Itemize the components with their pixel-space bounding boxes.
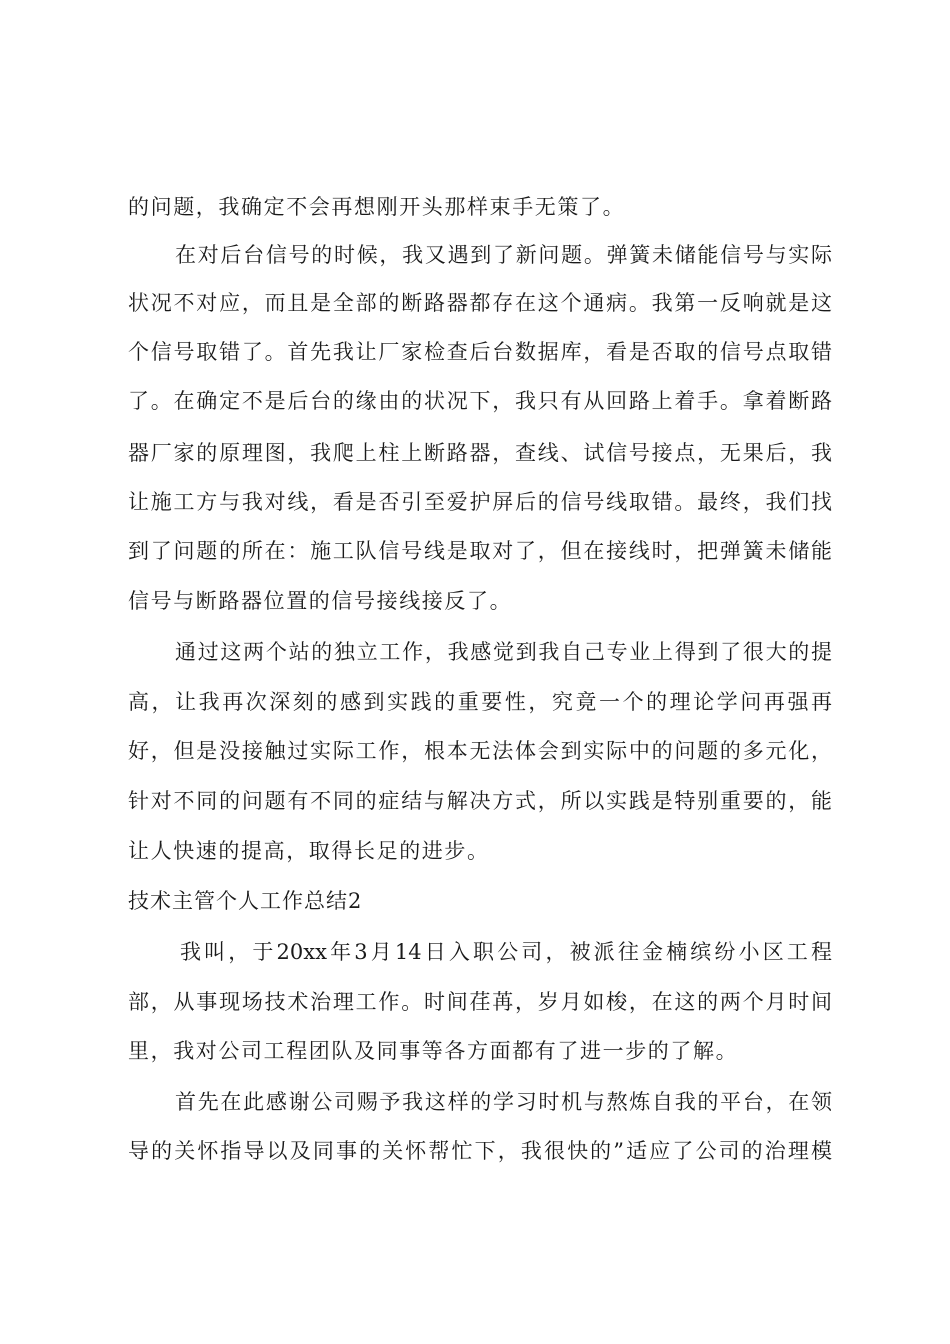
text-line: 针对不同的问题有不同的症结与解决方式，所以实践是特别重要的，能	[128, 789, 832, 813]
text-line: 好，但是没接触过实际工作，根本无法体会到实际中的问题的多元化，	[128, 739, 832, 763]
text-line: 器厂家的原理图，我爬上柱上断路器，查线、试信号接点，无果后，我	[128, 441, 832, 465]
text-line: 部，从事现场技术治理工作。时间荏苒，岁月如梭，在这的两个月时间	[128, 990, 832, 1014]
text-line: 在对后台信号的时候，我又遇到了新问题。弹簧未储能信号与实际	[175, 243, 832, 267]
text-line: 让人快速的提高，取得长足的进步。	[128, 839, 490, 863]
text-line: 信号与断路器位置的信号接线接反了。	[128, 589, 513, 613]
text-line: 的问题，我确定不会再想刚开头那样束手无策了。	[128, 195, 626, 219]
text-line: 导的关怀指导以及同事的关怀帮忙下，我很快的”适应了公司的治理模	[128, 1139, 832, 1163]
text-line: 到了问题的所在：施工队信号线是取对了，但在接线时，把弹簧未储能	[128, 539, 832, 563]
text-line: 里，我对公司工程团队及同事等各方面都有了进一步的了解。	[128, 1039, 739, 1063]
text-line: 了。在确定不是后台的缘由的状况下，我只有从回路上着手。拿着断路	[128, 389, 832, 413]
text-line: 高，让我再次深刻的感到实践的重要性，究竟一个的理论学问再强再	[128, 690, 832, 714]
text-line: 我叫，于20xx年3月14日入职公司，被派往金楠缤纷小区工程	[180, 940, 832, 964]
text-line: 状况不对应，而且是全部的断路器都存在这个通病。我第一反响就是这	[128, 291, 832, 315]
text-line: 首先在此感谢公司赐予我这样的学习时机与熬炼自我的平台，在领	[175, 1090, 832, 1114]
text-line: 让施工方与我对线，看是否引至爱护屏后的信号线取错。最终，我们找	[128, 490, 832, 514]
section-heading: 技术主管个人工作总结2	[128, 889, 363, 913]
text-line: 个信号取错了。首先我让厂家检查后台数据库，看是否取的信号点取错	[128, 340, 832, 364]
text-line: 通过这两个站的独立工作，我感觉到我自己专业上得到了很大的提	[175, 640, 832, 664]
